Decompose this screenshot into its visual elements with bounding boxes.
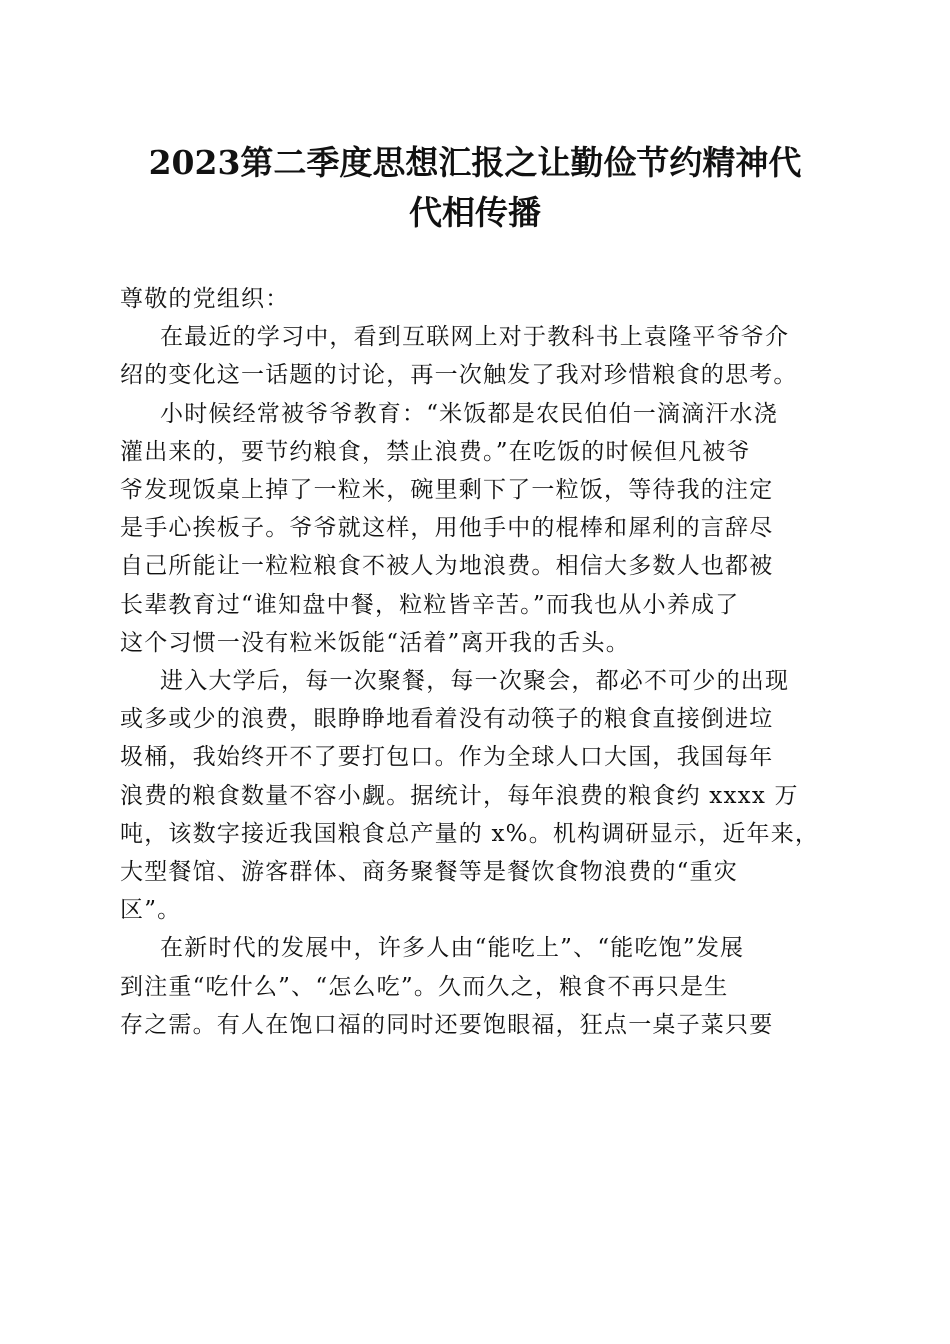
paragraph-4: [120, 929, 832, 1044]
paragraph-line: 到注重“吃什么”、“怎么吃”。久而久之，粮食不再只是生: [120, 973, 729, 1000]
paragraph-3: [120, 662, 832, 929]
paragraph-line: 长辈教育过“谁知盘中餐，粒粒皆辛苦。”而我也从小养成了: [120, 591, 740, 618]
document-title: [110, 138, 840, 238]
paragraph-line: 这个习惯一没有粒米饭能“活着”离开我的舌头。: [120, 629, 630, 656]
paragraph-line: 灌出来的，要节约粮食，禁止浪费。”在吃饭的时候但凡被爷: [120, 438, 751, 465]
paragraph-line: 是手心挨板子。爷爷就这样，用他手中的棍棒和犀利的言辞尽: [120, 515, 774, 542]
title-line-1: 2023第二季度思想汇报之让勤俭节约精神代: [148, 143, 802, 182]
paragraph-line: 自己所能让一粒粒粮食不被人为地浪费。相信大多数人也都被: [120, 553, 774, 580]
paragraph-line: 存之需。有人在饱口福的同时还要饱眼福，狂点一桌子菜只要: [120, 1011, 774, 1038]
paragraph-line: 吨，该数字接近我国粮食总产量的 x%。机构调研显示，近年来，: [120, 820, 820, 847]
salutation: 尊敬的党组织：: [120, 286, 290, 312]
paragraph-line: 大型餐馆、游客群体、商务聚餐等是餐饮食物浪费的“重灾: [120, 859, 738, 886]
title-line-2: 代相传播: [409, 193, 541, 232]
paragraph-line: 区”。: [120, 897, 182, 924]
paragraph-2: [120, 395, 832, 662]
paragraph-line: 浪费的粮食数量不容小觑。据统计，每年浪费的粮食约 xxxx 万: [120, 782, 799, 809]
document-body: [120, 280, 832, 1044]
paragraph-line: 小时候经常被爷爷教育：“米饭都是农民伯伯一滴滴汗水浇: [160, 400, 778, 427]
paragraph-line: 或多或少的浪费，眼睁睁地看着没有动筷子的粮食直接倒进垃: [120, 706, 774, 733]
paragraph-line: 绍的变化这一话题的讨论，再一次触发了我对珍惜粮食的思考。: [120, 362, 798, 389]
paragraph-line: 圾桶，我始终开不了要打包口。作为全球人口大国，我国每年: [120, 744, 774, 771]
paragraph-line: 在新时代的发展中，许多人由“能吃上”、“能吃饱”发展: [160, 935, 745, 962]
paragraph-line: 进入大学后，每一次聚餐，每一次聚会，都必不可少的出现: [160, 668, 790, 695]
paragraph-line: 在最近的学习中，看到互联网上对于教科书上袁隆平爷爷介: [160, 324, 790, 351]
paragraph-1: [120, 318, 832, 394]
paragraph-line: 爷发现饭桌上掉了一粒米，碗里剩下了一粒饭，等待我的注定: [120, 477, 774, 504]
